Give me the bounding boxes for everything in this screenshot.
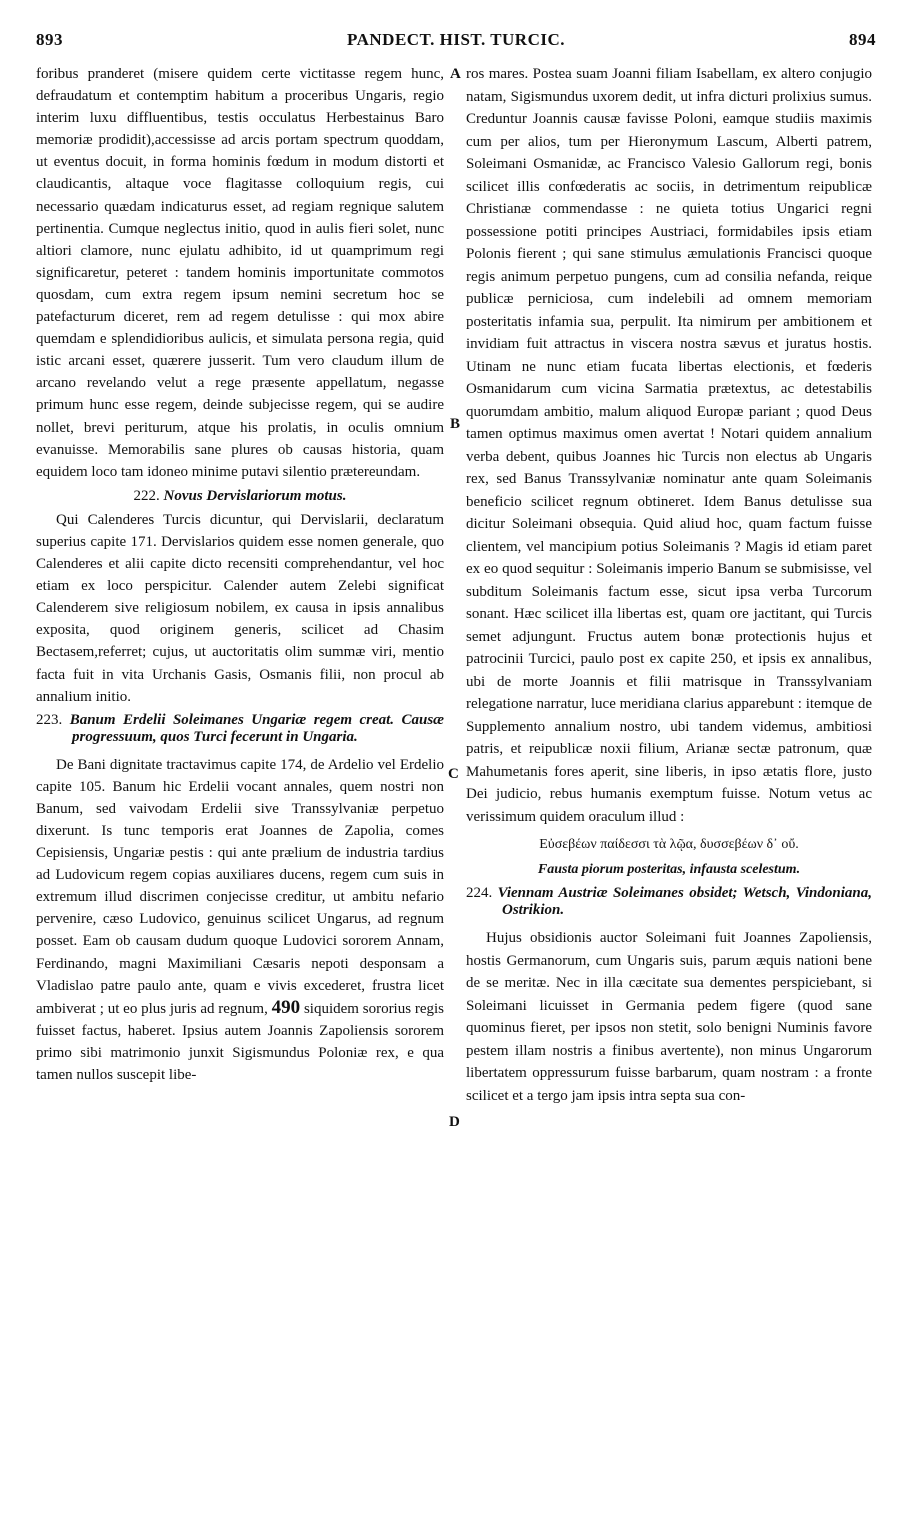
margin-letter-d: D: [449, 1114, 460, 1130]
running-title: PANDECT. HIST. TURCIC.: [346, 30, 566, 49]
right-column: [466, 63, 872, 1107]
paragraph: foribus pranderet (misere quidem certe victitasse regem hunc, defraudatum et contemptim habitum a proceribus Ungaris, regio interim luxu diffluentibus, testis occulatus Herbestainus Baro memoriæ prodidit),accessisse ad arcis portam spectrum quoddam, ut eventus docuit, in forma hominis fœdum in modum distorti et claudicantis, altaque voce flagitasse colloquium regis, cui necessario quædam indicaturus esset, ad regiam regnique salutem pertinentia. Cumque neglectus initio, quod in aulis fieri solet, nunc altiori clamore, nunc ejulatu adhibito, id ut quamprimum regi significaretur, peteret : tandem hominis importunitate commotos quosdam, cum extra regem ipsum nemini secretum hoc se patefacturum diceret, rem ad regem detulisse : qui mox abire quemdam e splendidioribus aulicis, et simulata persona regia, quid istic arcani esset, quærere jusserit. Tum vero claudum illum de arcano revelando velut a rege præsente appellatum, negasse primum hunc esse regem, deinde subjecisse regem, qui se audire nollet, brevi periturum, atque his prolatis, in oculis omnium evanuisse. Memorabilis sane plures ob causas historia, quam equidem loco tam idoneo minime putavi silentio prætereundam.: [36, 66, 444, 480]
left-column: [36, 63, 444, 1086]
section-title: Banum Erdelii Soleimanes Ungariæ regem creat. Causæ progressuum, quos Turci fecerunt in Ungaria.: [69, 711, 445, 745]
paragraph: Qui Calenderes Turcis dicuntur, qui Dervislarii, declaratum superius capite 171. Dervislarios quidem esse nomen generale, quo Calenderes et alii capite dicto recensiti comprehendantur, vel hoc etiam ex loco perspicitur. Calender autem Zelebi significat Calenderem sive religiosum nobilem, ex causa in ipsis annalibus exposita, quod originem generis, scilicet ad Chasim Bectasem,referret; cujus, ut auctoritatis olim summæ viri, mentio facta fuit in vita Urchanis Gasis, Osmanis filii, non procul ab annalium initio.: [36, 511, 444, 705]
section-number: 222.: [133, 487, 160, 504]
section-title: Novus Dervislariorum motus.: [163, 487, 347, 504]
paragraph: ros mares. Postea suam Joanni filiam Isabellam, ex altero conjugio natam, Sigismundus uxorem dedit, ut infra dicturi prolixius sumus. Creduntur Joannis causæ favisse Poloni, eamque studiis maximis cum per alios, tum per Hieronymum Lascum, Alberti patrem, Soleimani Osmanidæ, ac Francisco Valesio Gallorum regi, bonis scilicet illis confœderatis ac sociis, in detrimentum reipublicæ Christianæ commendasse : ne quieta totius Ungarici regni possessione potiti principes Austriaci, formidabiles ipsis etiam Polonis fierent ; qui sane stimulus æmulationis Francisci quoque regis animum perpetuo pungens, cum ad consilia nefanda, reique publicæ perniciosa, cum indelebili ad omnem memoriam posteritatis infamia sua, perpulit. Ita nimirum per ambitionem et invidiam fuit attractus in viscera nostra sævus et juratus hostis. Utinam ne nunc etiam fucata libertas electionis, et fœderis Osmanidarum cum vicina Sarmatia prætextus, ac detestabilis quorumdam ambitio, malum aliquod Europæ pariant ; quod Deus tamen optimus maximus omen avertat ! Notari quidem annalium verba debent, quibus Joannes hic Turcis non electus ab Ungaris rex, sed Banus Transsylvaniæ nominatur ante quam Soleimanis beneficio scilicet regnum obtineret. Idem Banus detulisse sua dicitur Soleimani obsequia. Quid aliud hoc, quam factum fuisse clientem, vel mancipium potius Soleimanis ? Magis id etiam paret ex eo quod sequitur : Soleimanis imperio Banum se submisisse, vel subditum Soleimanis factum esse, sicut ipsa verba Turcorum sonant. Hæc scilicet illa libertas est, quam ore jactitant, qui Turcis semet adjungunt. Fructus autem bonæ protectionis hujus et patrocinii Turcici, paulo post ex capite 250, et ipsis ex annalibus, ubi de morte Joannis et filii matrisque in Transsylvaniam relegatione narratur, luce meridiana clarius apparebunt : itemque de Supplemento annalium nostro, ubi tandem videmus, ambitiosi patris, et reipublicæ noxii filium, Arianæ sectæ patronum, quæ Mahumetanis fores aperit, sine liberis, in ipso ætatis flore, justo Dei judicio, rebus humanis exemptum fuisse. Notum vetus ac verissimum quidem oraculum illud :: [466, 66, 872, 825]
section-heading-222: [36, 485, 444, 507]
section-title: Viennam Austriæ Soleimanes obsidet; Wetsch, Vindoniana, Ostrikion.: [497, 885, 872, 918]
margin-letter-b: B: [450, 416, 461, 432]
section-number: 223.: [36, 711, 63, 728]
paragraph: Hujus obsidionis auctor Soleimani fuit Joannes Zapoliensis, hostis Germanorum, cum Ungaris suis, parum æquis nationi bene de se meritæ. Nec in illa cæcitate sua dementes perspiciebant, si Soleimani licuisset in Germania pedem figere (quod sane quominus fieret, per ipsos non stetit, solo benigni Numinis favore pestem illam nostris a finibus avertente), non minus Ungarorum libertatem oppressurum fuisse barbarum, quam nostram : a fronte scilicet et a tergo jam ipsis intra septa sua con-: [466, 930, 872, 1104]
margin-letter-a: A: [450, 66, 461, 82]
margin-letter-c: C: [448, 766, 459, 782]
paragraph-text: De Bani dignitate tractavimus capite 174, de Ardelio vel Erdelio capite 105. Banum hic Erdelii vocant annales, quem nostri non Banum, sed vaivodam Erdelii sive Transsylvaniæ perpetuo dixerunt. Is tunc temporis erat Joannes de Zapolia, comes Cepisiensis, Ungariæ pestis : qui ante prælium de industria tardius ad Ludovicum regem copias auxiliares ducens, regem cum suis in extremum illud discrimen conjecisse creditur, ut ambitu nefario pervenire, cæso Ludovico, genuinus scilicet Ungarus, ad regnum posset. Eam ob causam dudum quoque Ludovici sororem Annam, Ferdinando, magni Maximiliani Cæsaris nepoti desponsam a Vladislao patre paulo ante, quam e vivis excederet, frustra licet ambiverat ; ut eo plus juris ad regnum,: [36, 756, 444, 1017]
section-heading-223: [36, 712, 444, 746]
paragraph: [36, 754, 444, 1086]
section-number: 224.: [466, 885, 493, 901]
page-number-left: 893: [36, 30, 63, 49]
page-header: [36, 30, 876, 56]
paragraph-text: siquidem sororius regis fuisset factus, haberet. Ipsius autem Joannis Zapoliensis sororem primo sibi matrimonio junxit Sigismundus Poloniæ rex, e qua tamen nullos suscepit libe-: [36, 1000, 445, 1084]
section-heading-224: [466, 885, 872, 919]
greek-quote: Εὐσεβέων παίδεσσι τὰ λῷα, δυσσεβέων δ᾽ οὔ.: [539, 837, 799, 852]
page-mark: 490: [271, 996, 301, 1018]
page-number-right: 894: [849, 30, 876, 49]
latin-quote: Fausta piorum posteritas, infausta scelestum.: [537, 861, 801, 877]
